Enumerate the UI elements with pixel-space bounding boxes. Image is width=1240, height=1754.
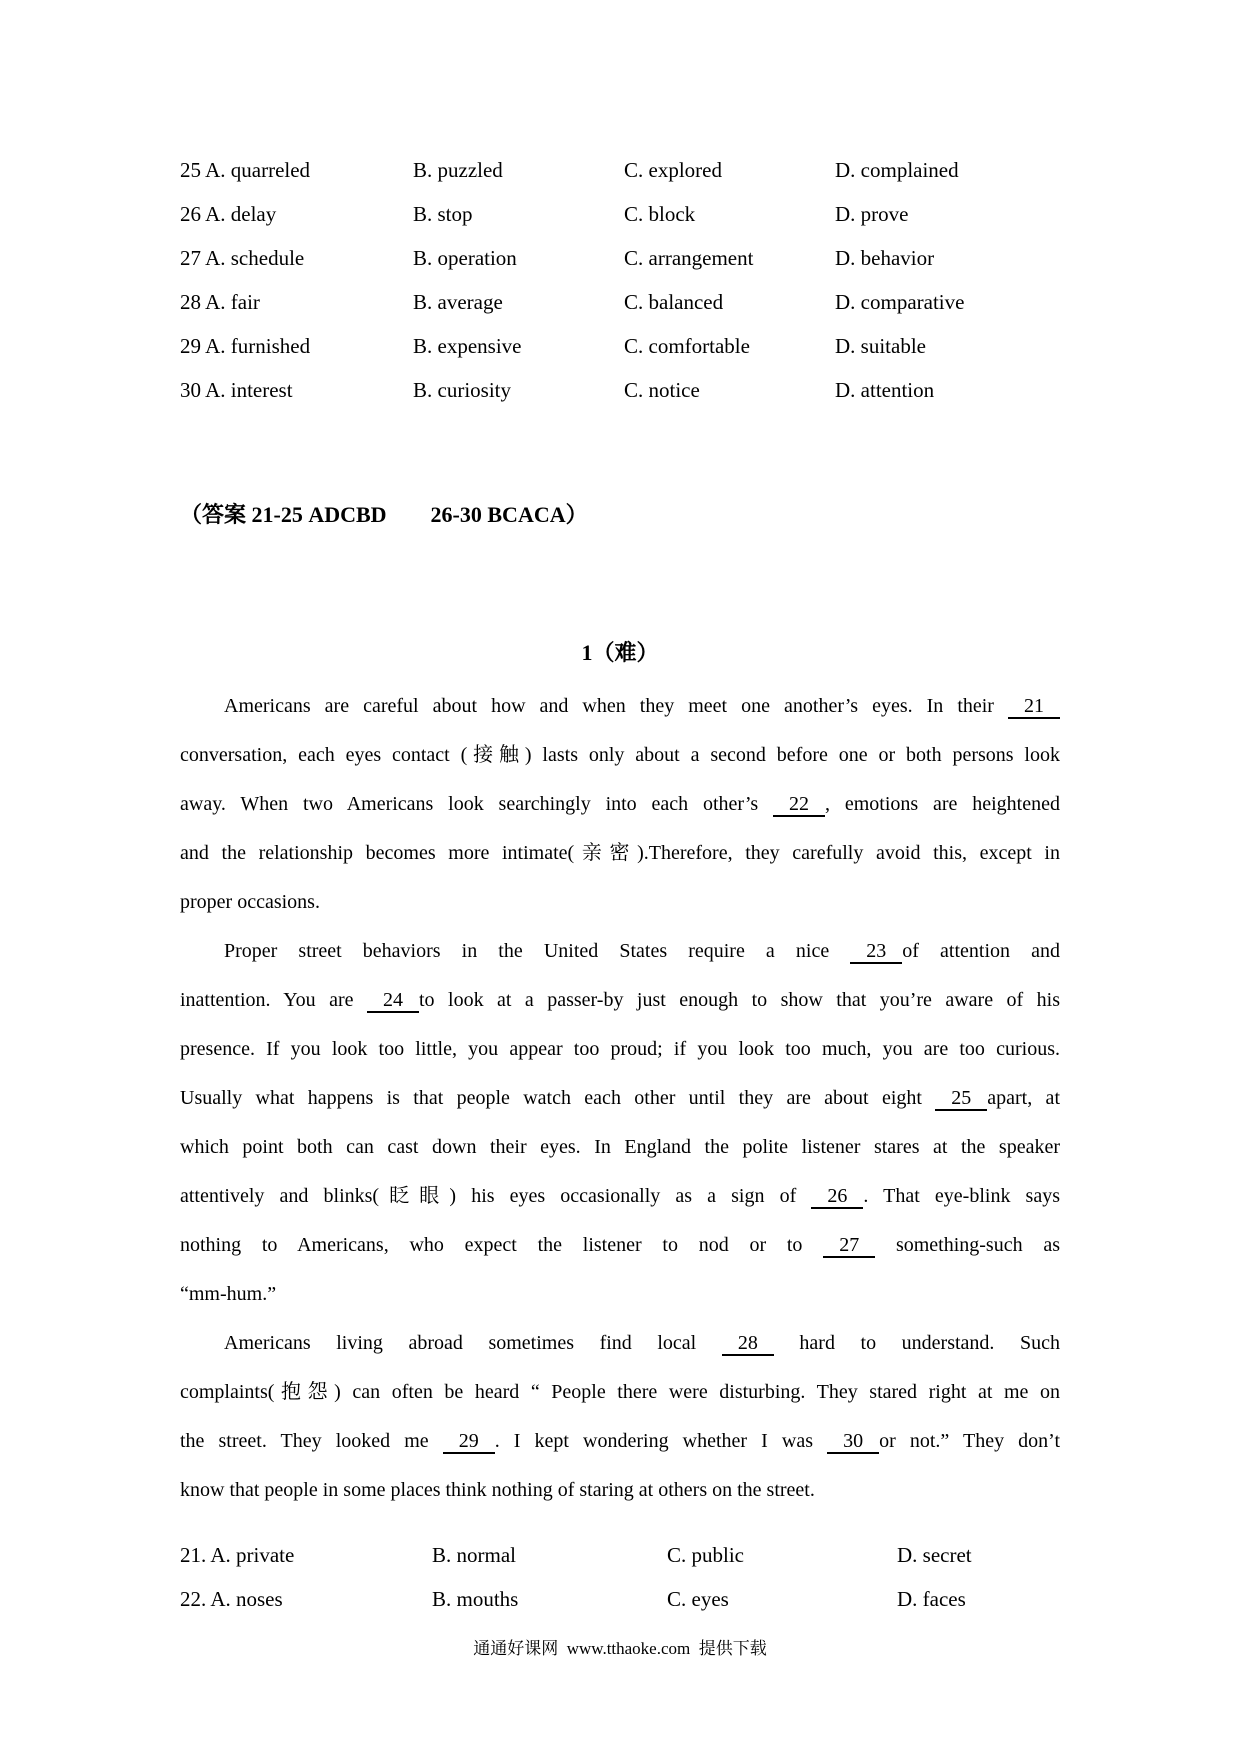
passage-line: and the relationship becomes more intimate(亲密).Therefore, they carefully avoid this, except in xyxy=(180,842,1060,864)
option-29-a: 29 A. furnished xyxy=(180,334,311,358)
passage-line: attentively and blinks(眨眼) his eyes occasionally as a sign of 26 . That eye-blink says xyxy=(180,1185,1060,1207)
options-table-25-30 xyxy=(180,148,1060,412)
option-29-b: B. expensive xyxy=(413,334,522,358)
passage-line: which point both can cast down their eyes. In England the polite listener stares at the speaker xyxy=(180,1136,1060,1158)
paragraph-2 xyxy=(180,927,1060,1319)
passage-line: complaints(抱怨) can often be heard “ People there were disturbing. They stared right at me on xyxy=(180,1381,1060,1403)
blank-29: 29 xyxy=(443,1430,495,1454)
option-30-d: D. attention xyxy=(835,378,935,402)
paragraph-3 xyxy=(180,1319,1060,1515)
option-27-a: 27 A. schedule xyxy=(180,246,305,270)
passage-line: Usually what happens is that people watch each other until they are about eight 25 apart, at xyxy=(180,1087,1060,1109)
option-22-d: D. faces xyxy=(897,1587,966,1611)
blank-24: 24 xyxy=(367,989,419,1013)
option-21-a: 21. A. private xyxy=(180,1543,295,1567)
paragraph-1 xyxy=(180,682,1060,927)
option-30-a: 30 A. interest xyxy=(180,378,293,402)
blank-21: 21 xyxy=(1008,695,1060,719)
passage-line: inattention. You are 24 to look at a passer-by just enough to show that you’re aware of his xyxy=(180,989,1060,1011)
passage-line: Americans are careful about how and when they meet one another’s eyes. In their 21 xyxy=(180,682,1060,731)
cloze-passage xyxy=(180,682,1060,1515)
passage-line: nothing to Americans, who expect the listener to nod or to 27 something-such as xyxy=(180,1234,1061,1256)
blank-25: 25 xyxy=(935,1087,987,1111)
option-row-27 xyxy=(180,236,1060,280)
blank-28: 28 xyxy=(722,1332,774,1356)
option-25-d: D. complained xyxy=(835,158,959,182)
option-26-c: C. block xyxy=(624,202,696,226)
option-row-22 xyxy=(180,1577,1060,1621)
option-27-c: C. arrangement xyxy=(624,246,754,270)
passage-line: Proper street behaviors in the United States require a nice 23 of attention and xyxy=(224,940,1060,962)
option-25-a: 25 A. quarreled xyxy=(180,158,311,182)
passage-line: “mm-hum.” xyxy=(180,1283,277,1305)
option-25-c: C. explored xyxy=(624,158,722,182)
blank-23: 23 xyxy=(850,940,902,964)
option-25-b: B. puzzled xyxy=(413,158,503,182)
option-29-d: D. suitable xyxy=(835,334,926,358)
options-table-21-22 xyxy=(180,1533,1060,1621)
passage-title: 1（难） xyxy=(581,640,659,665)
option-22-b: B. mouths xyxy=(432,1587,519,1611)
footer-note: 通通好课网 www.tthaoke.com 提供下载 xyxy=(473,1639,767,1658)
option-row-30 xyxy=(180,368,1060,412)
option-row-25 xyxy=(180,148,1060,192)
passage-line: presence. If you look too little, you appear too proud; if you look too much, you are too curious. xyxy=(180,1038,1060,1060)
passage-line: Americans living abroad sometimes find local 28 hard to understand. Such xyxy=(224,1332,1060,1354)
option-row-28 xyxy=(180,280,1060,324)
option-28-a: 28 A. fair xyxy=(180,290,260,314)
option-28-d: D. comparative xyxy=(835,290,965,314)
blank-27: 27 xyxy=(823,1234,875,1258)
option-29-c: C. comfortable xyxy=(624,334,750,358)
option-28-c: C. balanced xyxy=(624,290,724,314)
option-21-b: B. normal xyxy=(432,1543,516,1567)
option-row-26 xyxy=(180,192,1060,236)
option-27-b: B. operation xyxy=(413,246,517,270)
passage-line: away. When two Americans look searchingly into each other’s 22 , emotions are heightened xyxy=(180,793,1060,815)
passage-line: conversation, each eyes contact (接触) lasts only about a second before one or both persons look xyxy=(180,744,1060,766)
blank-22: 22 xyxy=(773,793,825,817)
option-26-b: B. stop xyxy=(413,202,473,226)
option-30-c: C. notice xyxy=(624,378,700,402)
passage-line: proper occasions. xyxy=(180,891,320,913)
option-27-d: D. behavior xyxy=(835,246,935,270)
option-row-29 xyxy=(180,324,1060,368)
option-21-d: D. secret xyxy=(897,1543,972,1567)
answer-key-note: （答案 21-25 ADCBD 26-30 BCACA） xyxy=(180,502,588,527)
option-28-b: B. average xyxy=(413,290,503,314)
option-30-b: B. curiosity xyxy=(413,378,511,402)
option-21-c: C. public xyxy=(667,1543,744,1567)
passage-line: the street. They looked me 29 . I kept wondering whether I was 30 or not.” They don’t xyxy=(180,1430,1061,1452)
option-row-21 xyxy=(180,1533,1060,1577)
passage-line: know that people in some places think nothing of staring at others on the street. xyxy=(180,1479,815,1501)
document-content xyxy=(180,148,1060,1661)
blank-26: 26 xyxy=(811,1185,863,1209)
option-22-a: 22. A. noses xyxy=(180,1587,283,1611)
blank-30: 30 xyxy=(827,1430,879,1454)
option-22-c: C. eyes xyxy=(667,1587,729,1611)
option-26-a: 26 A. delay xyxy=(180,202,277,226)
option-26-d: D. prove xyxy=(835,202,909,226)
